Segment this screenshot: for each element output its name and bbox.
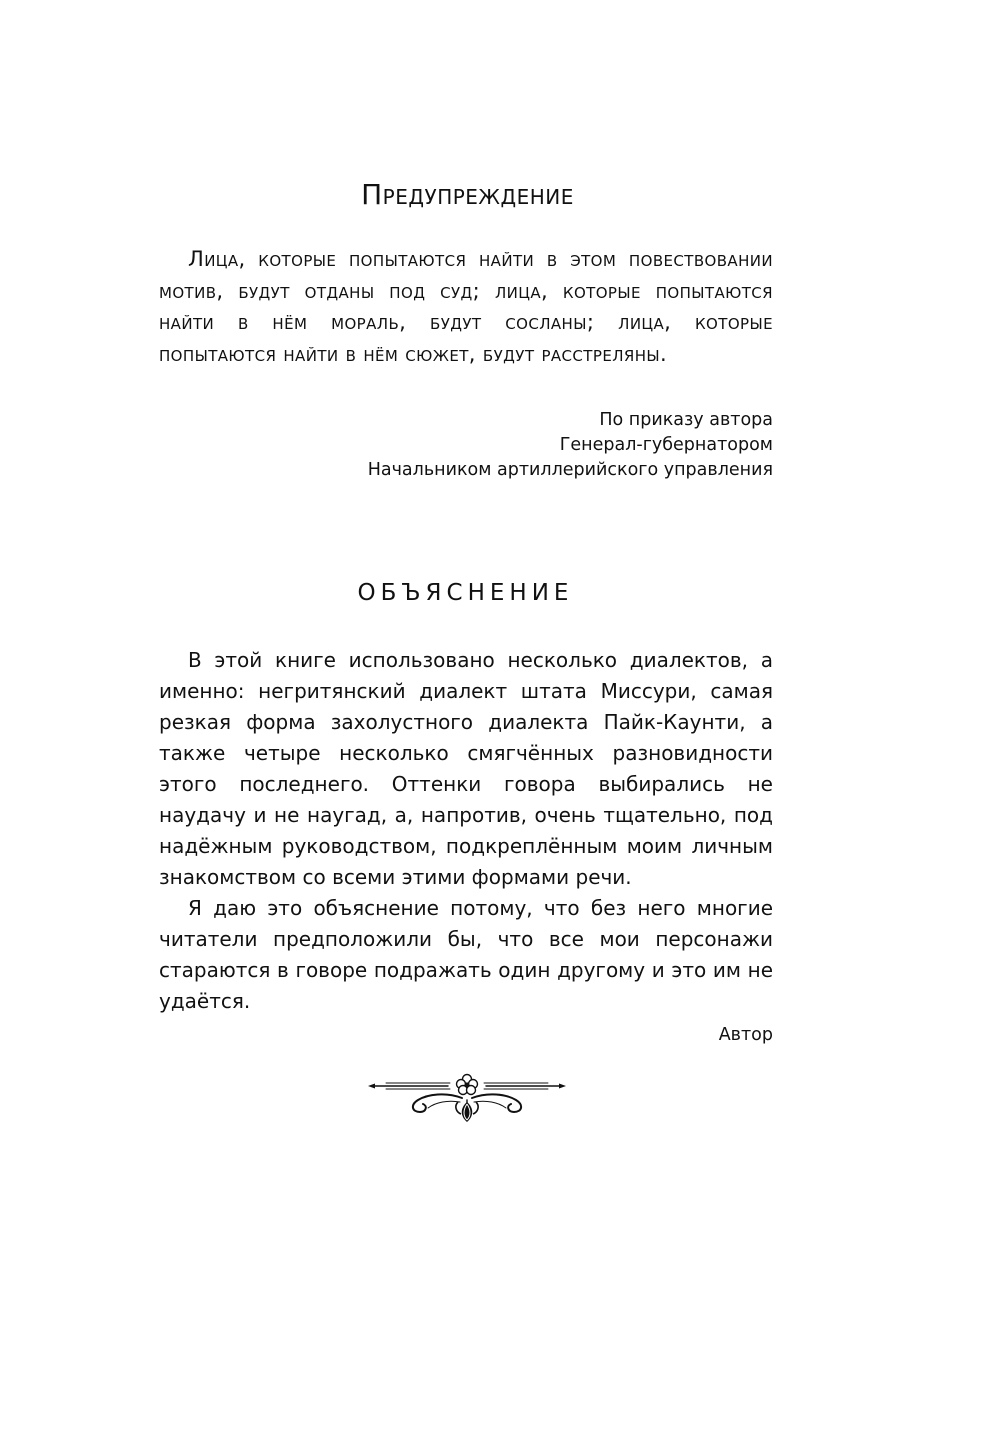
signature-line-governor: Генерал-губернатором [559,435,773,455]
warning-paragraph: Лица, которые попытаются найти в этом повествовании мотив, будут отданы под суд; лица, которые попытаются найти в нём мораль, будут сосланы; лица, которые попытаются найти в нём сюжет, будут расстреляны. [159,247,773,366]
author-signature: Автор [718,1025,773,1045]
warning-text-block [159,244,773,370]
explanation-paragraph-1: В этой книге использовано несколько диалектов, а именно: негритянский диалект штата Миссури, самая резкая форма захолустного диалекта Пайк-Каунти, а также четыре несколько смягчённых разновидности этого последнего. Оттенки говора выбирались не наудачу и не наугад, а, напротив, очень тщательно, под надёжным руководством, подкреплённым моим личным знакомством со всеми этими формами речи. [159,648,773,889]
signature-line-order: По приказу автора [599,410,773,430]
signature-line-artillery: Начальником артиллерийского управления [367,460,773,480]
explanation-title: ОБЪЯСНЕНИЕ [357,580,574,606]
explanation-text-block [159,645,773,1017]
floral-divider-ornament-icon [366,1072,568,1124]
explanation-paragraph-2: Я даю это объяснение потому, что без него многие читатели предположили бы, что все мои персонажи стараются в говоре подражать один другому и это им не удаётся. [159,896,773,1013]
warning-title: Предупреждение [361,178,574,211]
warning-signature [368,408,773,483]
